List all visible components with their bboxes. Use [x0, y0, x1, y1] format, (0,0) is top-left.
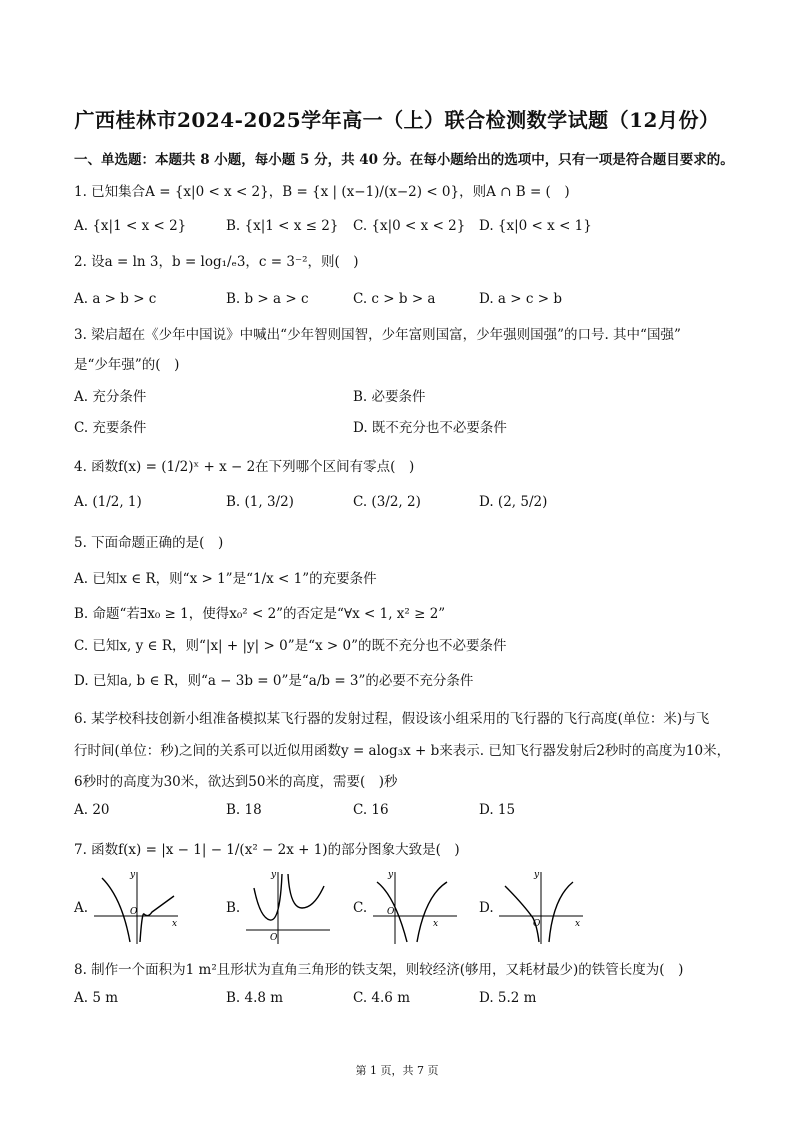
graph-d-y: y [534, 870, 540, 880]
q3-option-d[interactable]: D. 既不充分也不必要条件 [353, 420, 507, 436]
q4-option-a[interactable]: A. (1/2, 1) [74, 494, 142, 510]
q4-option-c[interactable]: C. (3/2, 2) [353, 494, 421, 510]
graph-b-y: y [271, 870, 277, 880]
q6-option-d[interactable]: D. 15 [479, 802, 516, 818]
q7-option-d-label: D. [479, 900, 494, 916]
q1-option-a[interactable]: A. {x|1 < x < 2} [74, 218, 187, 234]
question-6-stem-line3: 6秒时的高度为30米，欲达到50米的高度，需要( )秒 [74, 774, 398, 790]
question-1-stem: 1. 已知集合A = {x|0 < x < 2}，B = {x | (x−1)/(x−2) < 0}，则A ∩ B = ( ) [74, 184, 570, 200]
question-7-graphs [74, 868, 714, 948]
q6-option-b[interactable]: B. 18 [226, 802, 262, 818]
graph-d-x: x [575, 919, 581, 929]
graph-d-o: O [533, 919, 541, 929]
q2-option-b[interactable]: B. b > a > c [226, 291, 309, 307]
q5-option-b[interactable]: B. 命题“若∃x₀ ≥ 1，使得x₀² < 2”的否定是“∀x < 1, x² ≥ 2” [74, 606, 446, 622]
question-6-stem-line2: 行时间(单位：秒)之间的关系可以近似用函数y = alog₃x + b来表示. 已知飞行器发射后2秒时的高度为10米， [74, 743, 731, 759]
graph-b-o: O [270, 933, 278, 943]
q2-option-c[interactable]: C. c > b > a [353, 291, 436, 307]
q1-option-d[interactable]: D. {x|0 < x < 1} [479, 218, 592, 234]
section-heading: 一、单选题：本题共 8 小题，每小题 5 分，共 40 分。在每小题给出的选项中，只有一项是符合题目要求的。 [74, 152, 734, 168]
q4-option-b[interactable]: B. (1, 3/2) [226, 494, 294, 510]
graph-a-o: O [130, 907, 138, 917]
q8-option-c[interactable]: C. 4.6 m [353, 990, 410, 1006]
q6-option-a[interactable]: A. 20 [74, 802, 110, 818]
q8-option-d[interactable]: D. 5.2 m [479, 990, 537, 1006]
graph-a-y: y [130, 870, 136, 880]
q7-option-c-label: C. [353, 900, 368, 916]
q1-option-c[interactable]: C. {x|0 < x < 2} [353, 218, 466, 234]
q3-option-a[interactable]: A. 充分条件 [74, 389, 147, 405]
q8-option-b[interactable]: B. 4.8 m [226, 990, 284, 1006]
q8-option-a[interactable]: A. 5 m [74, 990, 119, 1006]
q5-option-c[interactable]: C. 已知x, y ∈ R，则“|x| + |y| > 0”是“x > 0”的既不充分也不必要条件 [74, 638, 507, 654]
question-3-stem-line1: 3. 梁启超在《少年中国说》中喊出“少年智则国智，少年富则国富，少年强则国强”的口号. 其中“国强” [74, 327, 681, 343]
q6-option-c[interactable]: C. 16 [353, 802, 389, 818]
graph-d-plot [497, 868, 587, 946]
q5-option-d[interactable]: D. 已知a, b ∈ R，则“a − 3b = 0”是“a/b = 3”的必要不充分条件 [74, 673, 474, 689]
q7-option-b-label: B. [226, 900, 241, 916]
graph-a-plot [92, 868, 182, 946]
graph-c-x: x [433, 919, 439, 929]
question-3-stem-line2: 是“少年强”的( ) [74, 357, 180, 373]
q5-option-a[interactable]: A. 已知x ∈ R，则“x > 1”是“1/x < 1”的充要条件 [74, 571, 377, 587]
question-4-stem: 4. 函数f(x) = (1/2)ˣ + x − 2在下列哪个区间有零点( ) [74, 459, 415, 475]
question-5-stem: 5. 下面命题正确的是( ) [74, 535, 224, 551]
graph-c-o: O [387, 907, 395, 917]
q3-option-b[interactable]: B. 必要条件 [353, 389, 426, 405]
graph-b-plot [244, 868, 334, 946]
q7-option-a-label: A. [74, 900, 89, 916]
graph-c-plot [371, 868, 461, 946]
question-8-stem: 8. 制作一个面积为1 m²且形状为直角三角形的铁支架，则较经济(够用，又耗材最少)的铁管长度为( ) [74, 962, 684, 978]
question-6-stem-line1: 6. 某学校科技创新小组准备模拟某飞行器的发射过程，假设该小组采用的飞行器的飞行高度(单位：米)与飞 [74, 711, 710, 727]
graph-c-y: y [388, 870, 394, 880]
question-7-stem: 7. 函数f(x) = |x − 1| − 1/(x² − 2x + 1)的部分图象大致是( ) [74, 842, 460, 858]
q2-option-a[interactable]: A. a > b > c [74, 291, 157, 307]
question-2-stem: 2. 设a = ln 3，b = log₁/ₑ3，c = 3⁻²，则( ) [74, 254, 359, 270]
q4-option-d[interactable]: D. (2, 5/2) [479, 494, 548, 510]
page-title: 广西桂林市2024-2025学年高一（上）联合检测数学试题（12月份） [74, 108, 720, 132]
page-footer: 第 1 页，共 7 页 [355, 1064, 439, 1077]
graph-a-x: x [172, 919, 178, 929]
q2-option-d[interactable]: D. a > c > b [479, 291, 562, 307]
q3-option-c[interactable]: C. 充要条件 [74, 420, 147, 436]
q1-option-b[interactable]: B. {x|1 < x ≤ 2} [226, 218, 339, 234]
